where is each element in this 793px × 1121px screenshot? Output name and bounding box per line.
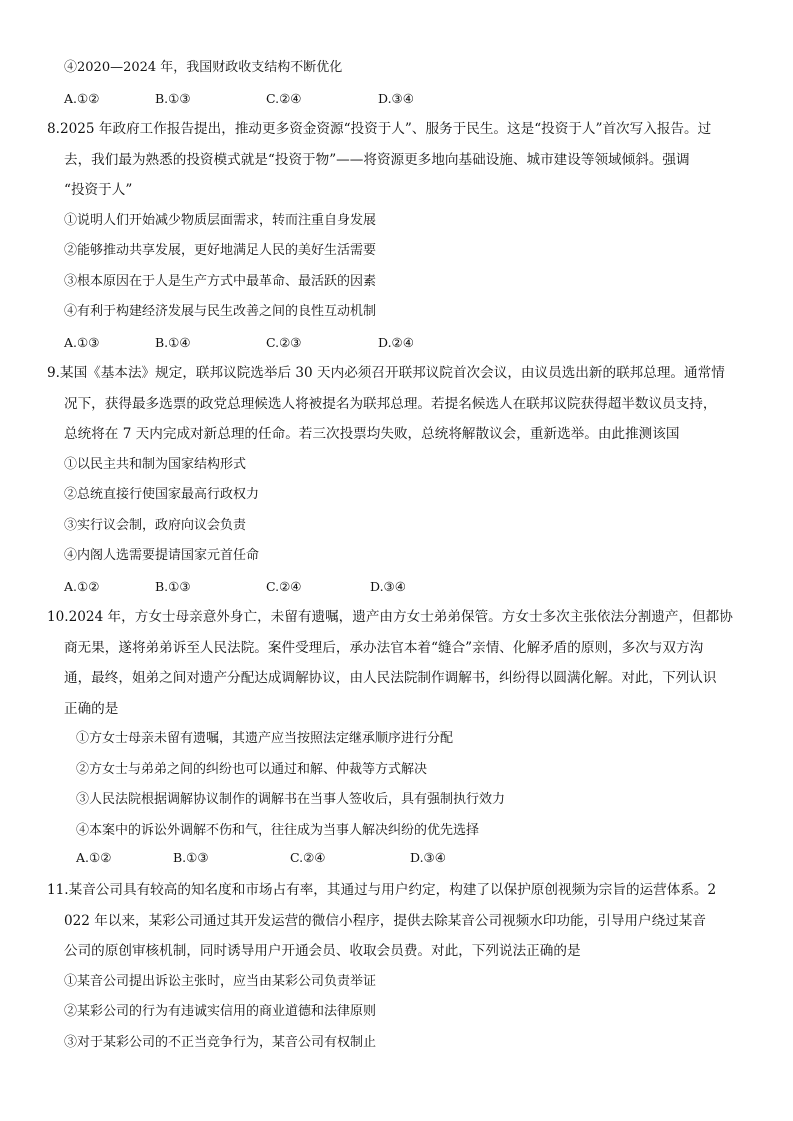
q11-item-1: ①某音公司提出诉讼主张时，应当由某彩公司负责举证 [64, 974, 377, 989]
q9-stem-line-3: 总统将在 7 天内完成对新总理的任命。若三次投票均失败，总统将解散议会，重新选举。由此推测该国 [64, 426, 680, 442]
q11-item-3: ③对于某彩公司的不正当竞争行为，某音公司有权制止 [64, 1035, 377, 1050]
q8-choice-d: D.②④ [378, 335, 414, 350]
q8-item-3: ③根本原因在于人是生产方式中最革命、最活跃的因素 [64, 274, 377, 289]
q9-item-2: ②总统直接行使国家最高行政权力 [64, 487, 260, 502]
q8-stem-line-2: 去，我们最为熟悉的投资模式就是“投资于物”——将资源更多地向基础设施、城市建设等领域倾斜。强调 [64, 152, 690, 168]
q7-choice-a: A.①② [64, 91, 100, 106]
q10-stem-line-3: 通，最终，姐弟之间对遗产分配达成调解协议，由人民法院制作调解书，纠纷得以圆满化解。对此，下列认识 [64, 670, 717, 686]
q9-choice-c: C.②④ [266, 579, 302, 594]
q10-item-1: ①方女士母亲未留有遗嘱，其遗产应当按照法定继承顺序进行分配 [76, 731, 454, 746]
q8-item-2: ②能够推动共享发展，更好地满足人民的美好生活需要 [64, 243, 377, 258]
q9-item-3: ③实行议会制，政府向议会负责 [64, 518, 247, 533]
q10-stem-line-1: 10.2024 年，方女士母亲意外身亡，未留有遗嘱，遗产由方女士弟弟保管。方女士多次主张依法分割遗产，但都协 [47, 609, 733, 625]
q10-stem-line-4: 正确的是 [64, 701, 119, 717]
q10-choice-c: C.②④ [290, 850, 326, 865]
q8-stem-line-1: 8.2025 年政府工作报告提出，推动更多资金资源“投资于人”、服务于民生。这是“投资于人”首次写入报告。过 [47, 121, 712, 137]
q8-choice-b: B.①④ [155, 335, 191, 350]
q10-item-4: ④本案中的诉讼外调解不伤和气，往往成为当事人解决纠纷的优先选择 [76, 823, 480, 838]
q9-choice-d: D.③④ [370, 579, 406, 594]
q7-choice-b: B.①③ [155, 91, 191, 106]
q10-stem-line-2: 商无果，遂将弟弟诉至人民法院。案件受理后，承办法官本着“缝合”亲情、化解矛盾的原则，多次与双方沟 [64, 640, 704, 656]
q11-stem-line-1: 11.某音公司具有较高的知名度和市场占有率，其通过与用户约定，构建了以保护原创视频为宗旨的运营体系。2 [47, 882, 717, 898]
q7-choice-d: D.③④ [378, 91, 414, 106]
q10-choice-b: B.①③ [173, 850, 209, 865]
q9-choice-a: A.①② [64, 579, 100, 594]
q8-stem-line-3: “投资于人” [64, 182, 133, 198]
q8-choice-a: A.①③ [64, 335, 100, 350]
q10-item-3: ③人民法院根据调解协议制作的调解书在当事人签收后，具有强制执行效力 [76, 792, 506, 807]
q9-choice-b: B.①③ [155, 579, 191, 594]
q9-stem-line-1: 9.某国《基本法》规定，联邦议院选举后 30 天内必须召开联邦议院首次会议，由议员选出新的联邦总理。通常情 [47, 365, 725, 381]
q10-item-2: ②方女士与弟弟之间的纠纷也可以通过和解、仲裁等方式解决 [76, 762, 428, 777]
q8-item-1: ①说明人们开始减少物质层面需求，转而注重自身发展 [64, 213, 377, 228]
q11-item-2: ②某彩公司的行为有违诚实信用的商业道德和法律原则 [64, 1004, 377, 1019]
q9-stem-line-2: 况下，获得最多选票的政党总理候选人将被提名为联邦总理。若提名候选人在联邦议院获得超半数议员支持， [64, 396, 717, 412]
q9-item-1: ①以民主共和制为国家结构形式 [64, 457, 247, 472]
q10-choice-a: A.①② [76, 850, 112, 865]
q10-choice-d: D.③④ [410, 850, 446, 865]
q11-stem-line-3: 公司的原创审核机制，同时诱导用户开通会员、收取会员费。对此，下列说法正确的是 [64, 943, 581, 959]
q7-item-4: ④2020—2024 年，我国财政收支结构不断优化 [64, 60, 343, 75]
q11-stem-line-2: 022 年以来，某彩公司通过其开发运营的微信小程序，提供去除某音公司视频水印功能，引导用户绕过某音 [64, 913, 706, 929]
q7-choice-c: C.②④ [266, 91, 302, 106]
q8-choice-c: C.②③ [266, 335, 302, 350]
q9-item-4: ④内阁人选需要提请国家元首任命 [64, 548, 260, 563]
q8-item-4: ④有利于构建经济发展与民生改善之间的良性互动机制 [64, 304, 377, 319]
